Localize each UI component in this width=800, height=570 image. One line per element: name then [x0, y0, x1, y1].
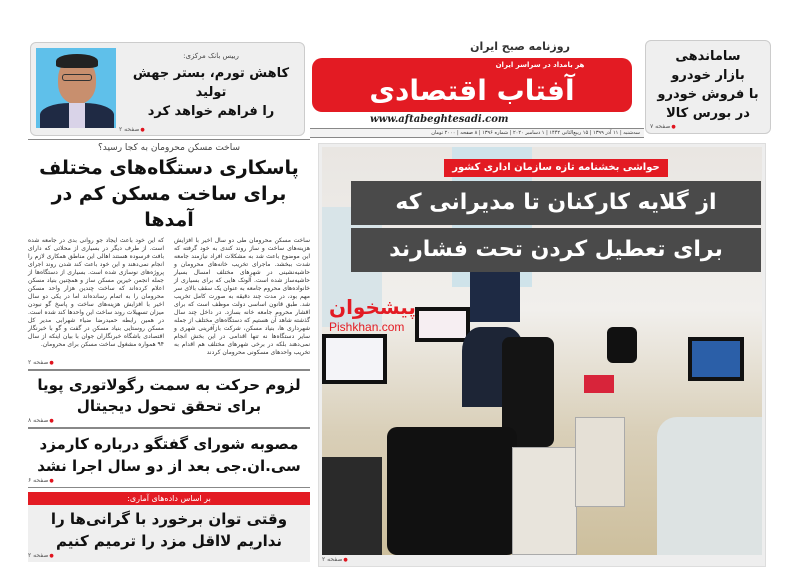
story1-body-right: ساخت مسکن محرومان طی دو سال اخیر با افزایش هزینه‌های ساخت و ساز روند کندی به خود گرفته که این موضوع باعث شد به مشکلات افراد نیازمند جامعه شدت ببخشد. ماجرای تخریب خانه‌های محرومان و حاشیه‌نشینی در شهرهای مختلف امسال بسیار حاشیه‌ساز شده است. آلونک هایی که برای بسیاری از خانواده‌های محروم جامعه به عنوان یک سقف بالای سر مهم بود، در مدت چند دقیقه به صورت کامل تخریب شد. طبق قانون اساسی دولت موظف است که برای اقشار محروم جامعه خانه بسازد. در داخل چند سال گذشته شاهد آن هستیم که دستگاه‌های مختلف از جمله شهرداری ها، بنیاد مسکن، شرکت بازآفرینی شهری و سایر دستگاه‌ها نه تنها اقدامی در این بخش انجام نمی‌دهند بلکه در برخی شهرهای مختلف هم اقدام به تخریب واحدهای مسکونی محرومان کردند — [174, 237, 310, 356]
page-ref: ● صفحه ۷ — [650, 123, 766, 131]
page-ref: ● صفحه ۲ — [28, 359, 310, 367]
main-story-frame[interactable] — [318, 143, 766, 567]
story1-kicker: ساخت مسکن محرومان به کجا رسید؟ — [97, 143, 241, 153]
page-ref: ● صفحه ۲ — [28, 552, 310, 560]
main-headline-line: از گلایه کارکنان تا مدیرانی که — [351, 181, 761, 225]
teaser-line: کاهش تورم، بستر جهش تولید — [132, 66, 290, 100]
masthead-logo: آفتاب اقتصادی — [369, 74, 575, 107]
divider — [28, 139, 310, 140]
teaser-line: ساماندهی — [675, 49, 741, 64]
masthead-subtitle: روزنامه صبح ایران — [470, 40, 570, 53]
dateline: سه‌شنبه | ۱۱ آذر ۱۳۹۹ | ۱۵ ربیع‌الثانی ۱۴۴۲ | ۱ دسامبر ۲۰۲۰ | شماره ۱۳۹۶ | ۸ صفحه | ۲۰۰۰ تومان — [310, 128, 644, 138]
central-bank-governor-photo — [36, 48, 116, 128]
pishkhan-watermark-logo: پیشخوان — [329, 295, 416, 319]
story4-headline-line: وقتی توان برخورد با گرانی‌ها را — [50, 510, 288, 528]
top-left-teaser[interactable] — [30, 42, 305, 136]
page-ref: ● صفحه ۲ — [322, 556, 348, 564]
main-headline-line: برای تعطیل کردن تحت فشارند — [351, 228, 761, 272]
masthead — [310, 28, 642, 128]
top-right-teaser[interactable] — [645, 40, 771, 134]
website[interactable]: www.aftabeghtesadi.com — [370, 114, 509, 125]
divider — [28, 427, 310, 429]
masthead-tagline: هر بامداد در سراسر ایران — [495, 61, 585, 69]
pishkhan-watermark-url: Pishkhan.com — [329, 320, 405, 334]
pishkhan-watermark — [329, 294, 416, 334]
teaser-line: بازار خودرو — [671, 68, 745, 83]
story1-body — [28, 237, 310, 357]
divider — [28, 369, 310, 371]
page-ref: ● صفحه ۶ — [28, 477, 310, 485]
divider — [28, 487, 310, 488]
teaser-line: را فراهم خواهد کرد — [147, 104, 275, 119]
page-ref: ● صفحه ۸ — [28, 417, 310, 425]
page-ref: ● صفحه ۲ — [119, 126, 145, 134]
story4-box[interactable] — [28, 505, 310, 562]
teaser-line: با فروش خودرو — [657, 87, 759, 102]
story1-headline-line[interactable]: برای ساخت مسکن کم در آمدها — [51, 183, 287, 231]
story4-headline-line: نداریم لااقل مزد را ترمیم کنیم — [55, 532, 283, 550]
main-kicker: حواشی بخشنامه تازه سازمان اداری کشور — [444, 159, 667, 177]
story3-headline-line[interactable]: مصوبه شورای گفتگو درباره کارمزد — [39, 435, 299, 453]
story3-headline-line[interactable]: سی.ان.جی بعد از دو سال اجرا نشد — [37, 457, 301, 475]
left-column — [28, 139, 310, 562]
story2-headline-line[interactable]: لزوم حرکت به سمت رگولاتوری پویا — [37, 376, 301, 394]
teaser-kicker: رییس بانک مرکزی: — [183, 52, 239, 60]
story1-body-left: که این خود باعث ایجاد جو روانی بدی در جامعه شده است. از طرف دیگر در بسیاری از محلاتی که دارای بافت فرسوده هستند اهالی این مناطق همکاری لازم را انجام نمی‌دهند و این خود باعث کند شدن روند اجرای پروژه‌های نوسازی شده است. بسیاری از دستگاه‌ها از جمله انجمن خیرین مسکن ساز و همچنین بنیاد مسکن اعلام کرده‌اند که ساخت چندین هزار واحد مسکن محرومان را به اتمام رسانده‌اند اما در یکی دو سال اخیر با افزایش هزینه‌های ساخت و پاسخ گو نبودن میزان تسهیلات روند ساخت این واحدها کند شده است. در همین رابطه حمیدرضا ضیاء شهرابی مدیر کل مسکن روستایی بنیاد مسکن در گفت و گو با خبرنگار اقتصادی باشگاه خبرنگاران جوان با بیان اینکه از سال ۹۴ همواره مشغول ساخت مسکن برای محرومان. — [28, 237, 164, 348]
story2-headline-line[interactable]: برای تحقق تحول دیجیتال — [76, 397, 262, 415]
story1-headline-line[interactable]: پاسکاری دستگاه‌های مختلف — [39, 157, 299, 179]
teaser-line: در بورس کالا — [666, 106, 750, 121]
story4-kicker: بر اساس داده‌های آماری: — [28, 492, 310, 505]
